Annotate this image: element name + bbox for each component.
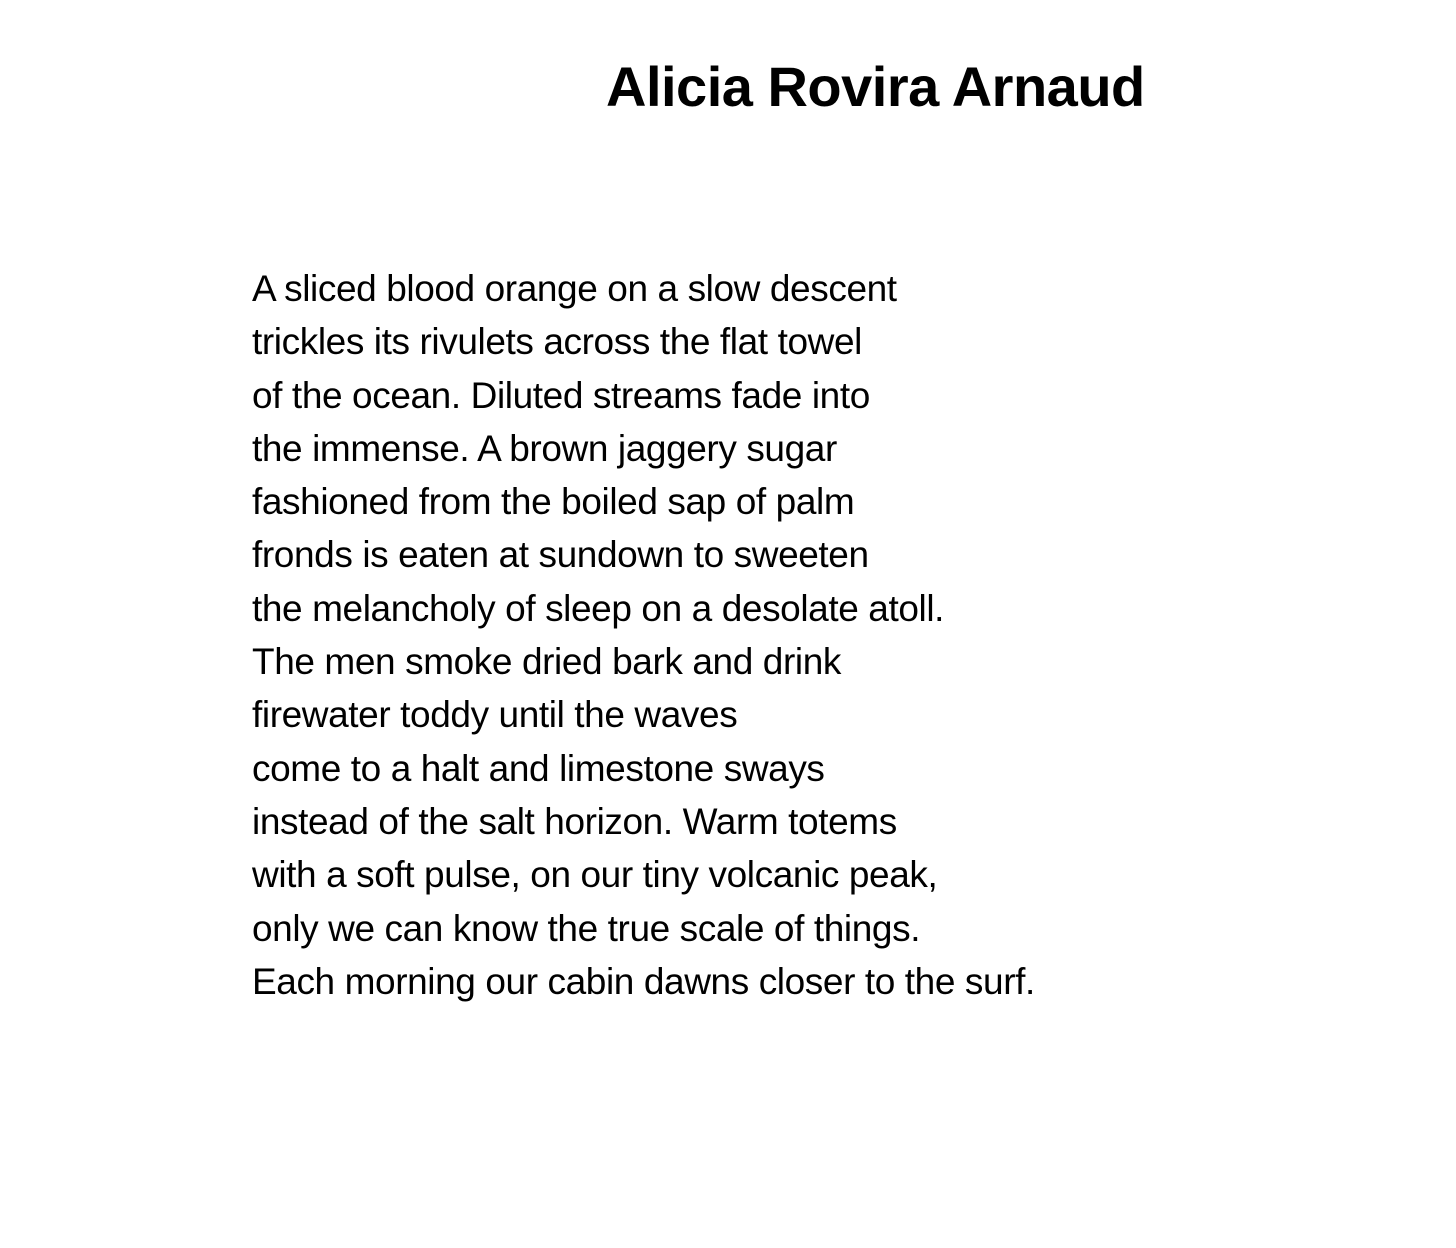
poem-line: the immense. A brown jaggery sugar: [252, 427, 837, 469]
poem-line: fashioned from the boiled sap of palm: [252, 481, 855, 523]
poem-line: come to a halt and limestone sways: [252, 747, 825, 789]
poem-line: trickles its rivulets across the flat towel: [252, 321, 862, 363]
poem-line: of the ocean. Diluted streams fade into: [252, 374, 870, 416]
poem-line: instead of the salt horizon. Warm totems: [252, 800, 897, 842]
poem-line: the melancholy of sleep on a desolate atoll.: [252, 587, 945, 629]
poem-line: A sliced blood orange on a slow descent: [252, 268, 897, 309]
poem-line: Each morning our cabin dawns closer to the surf.: [252, 960, 1035, 1002]
author-name: Alicia Rovira Arnaud: [606, 55, 1145, 118]
poem-line: with a soft pulse, on our tiny volcanic peak,: [252, 854, 938, 896]
poem-line: only we can know the true scale of things.: [252, 907, 921, 949]
poem-body: [252, 262, 1035, 1008]
poem-line: The men smoke dried bark and drink: [252, 641, 841, 683]
poem-line: fronds is eaten at sundown to sweeten: [252, 534, 869, 576]
poem-line: firewater toddy until the waves: [252, 694, 738, 736]
